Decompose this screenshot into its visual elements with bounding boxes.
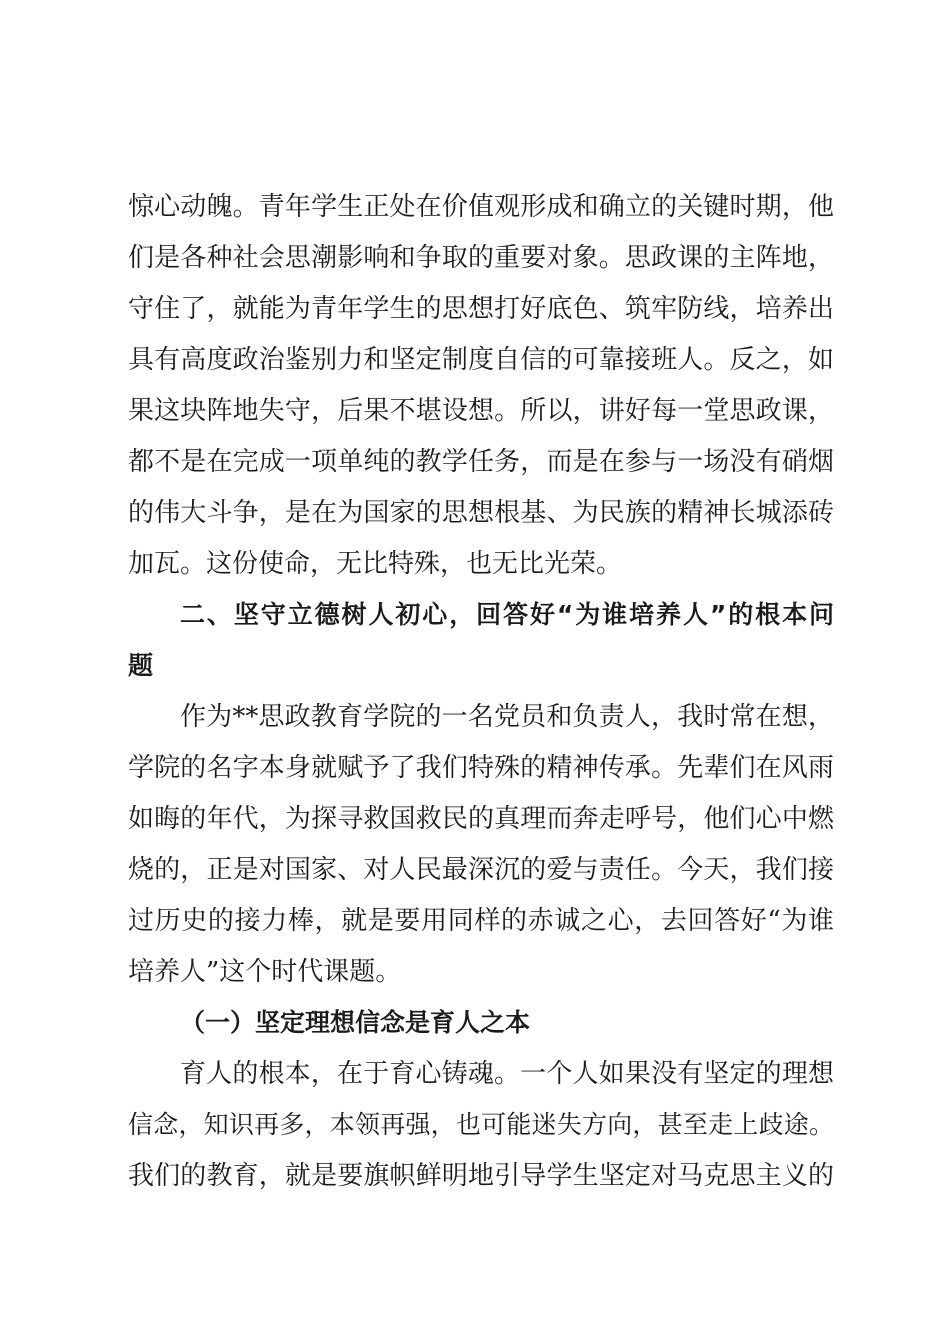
section-heading-continuation: 题 [128, 651, 154, 680]
body-text-line: 如晦的年代，为探寻救国救民的真理而奔走呼号，他们心中燃 [128, 804, 834, 834]
body-text-line: 我们的教育，就是要旗帜鲜明地引导学生坚定对马克思主义的 [128, 1161, 834, 1191]
body-text-line: 育人的根本，在于育心铸魂。一个人如果没有坚定的理想 [180, 1059, 834, 1089]
body-text-line: 们是各种社会思潮影响和争取的重要对象。思政课的主阵地， [128, 243, 834, 273]
section-heading: 二、坚守立德树人初心，回答好“为谁培养人”的根本问 [180, 600, 834, 629]
body-text-line: 培养人”这个时代课题。 [128, 957, 402, 987]
body-text-line: 守住了，就能为青年学生的思想打好底色、筑牢防线，培养出 [128, 294, 834, 324]
body-text-line: 过历史的接力棒，就是要用同样的赤诚之心，去回答好“为谁 [128, 906, 834, 936]
body-text-line: 的伟大斗争，是在为国家的思想根基、为民族的精神长城添砖 [128, 498, 834, 528]
body-text-line: 信念，知识再多，本领再强，也可能迷失方向，甚至走上歧途。 [128, 1110, 834, 1139]
body-text-line: 作为**思政教育学院的一名党员和负责人，我时常在想， [180, 702, 834, 732]
body-text-line: 具有高度政治鉴别力和坚定制度自信的可靠接班人。反之，如 [128, 345, 834, 375]
body-text-line: 惊心动魄。青年学生正处在价值观形成和确立的关键时期，他 [128, 192, 834, 222]
body-text-line: 烧的，正是对国家、对人民最深沉的爱与责任。今天，我们接 [128, 855, 834, 885]
body-text-line: 都不是在完成一项单纯的教学任务，而是在参与一场没有硝烟 [128, 447, 834, 477]
body-text-line: 学院的名字本身就赋予了我们特殊的精神传承。先辈们在风雨 [128, 753, 834, 783]
body-text-line: 加瓦。这份使命，无比特殊，也无比光荣。 [128, 549, 623, 579]
subsection-heading: （一）坚定理想信念是育人之本 [180, 1008, 531, 1037]
body-text-line: 果这块阵地失守，后果不堪设想。所以，讲好每一堂思政课， [128, 396, 834, 426]
